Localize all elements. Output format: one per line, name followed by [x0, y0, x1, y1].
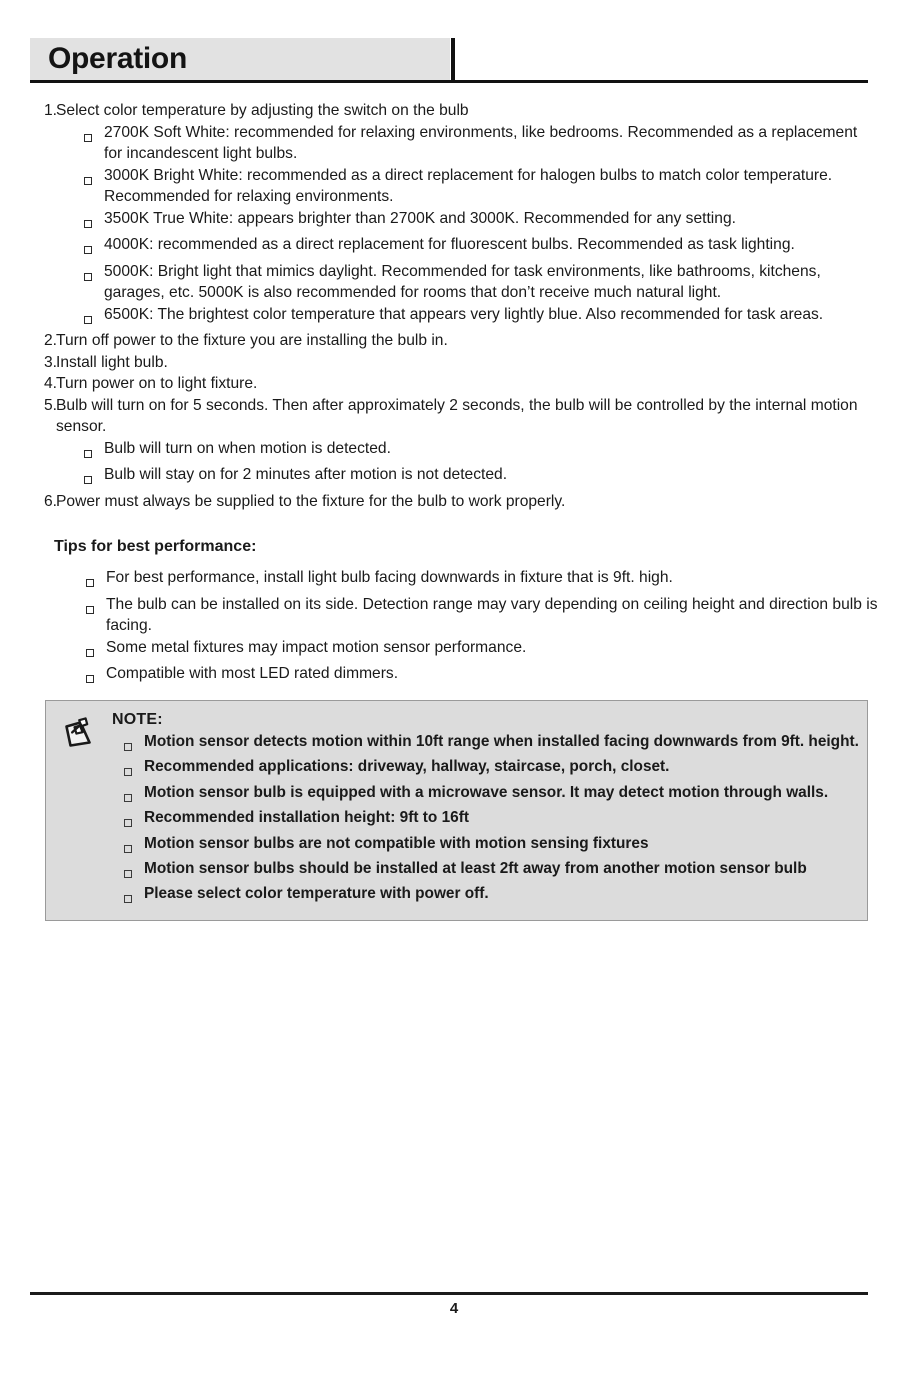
square-bullet-icon — [124, 757, 144, 782]
square-bullet-icon — [86, 637, 106, 664]
step-text: Turn power on to light fixture. — [56, 375, 258, 392]
header-vertical-bar — [451, 38, 455, 81]
square-bullet-icon — [124, 884, 144, 909]
instruction-step — [30, 100, 878, 122]
step-text: Power must always be supplied to the fixture for the bulb to work properly. — [56, 492, 566, 510]
step-number: 2. — [44, 332, 58, 349]
list-item — [30, 663, 878, 690]
step-text: Install light bulb. — [56, 353, 168, 371]
page-number: 4 — [449, 1300, 459, 1317]
step-number: 4. — [44, 375, 58, 392]
square-bullet-icon — [84, 261, 104, 288]
list-item-label: Recommended installation height: 9ft to 16ft — [144, 809, 469, 827]
list-item-label: 4000K: recommended as a direct replacement for fluorescent bulbs. Recommended as task lighting. — [104, 236, 795, 253]
step-number: 5. — [44, 396, 58, 414]
list-item-label: Please select color temperature with power off. — [144, 885, 489, 903]
instruction-step — [30, 352, 878, 374]
instruction-step — [30, 373, 878, 395]
square-bullet-icon — [124, 732, 144, 757]
list-item — [30, 438, 878, 465]
page-title: Operation — [48, 42, 187, 75]
step-text: Turn off power to the fixture you are installing the bulb in. — [56, 332, 448, 349]
square-bullet-icon — [86, 663, 106, 690]
list-item — [30, 261, 878, 304]
instruction-step — [30, 330, 878, 352]
step-sub-list — [30, 122, 878, 331]
list-item — [30, 208, 878, 235]
list-item — [112, 757, 859, 782]
square-bullet-icon — [84, 438, 104, 465]
list-item — [112, 808, 859, 833]
list-item-label: For best performance, install light bulb facing downwards in fixture that is 9ft. high. — [106, 569, 673, 586]
step-number: 3. — [44, 353, 58, 371]
list-item — [112, 859, 859, 884]
square-bullet-icon — [84, 122, 104, 149]
square-bullet-icon — [124, 834, 144, 859]
list-item-label: Some metal fixtures may impact motion sensor performance. — [106, 638, 527, 656]
tips-heading: Tips for best performance: — [54, 538, 257, 555]
list-item — [112, 834, 859, 859]
list-item-label: 2700K Soft White: recommended for relaxing environments, like bedrooms. Recommended as a replacement for incandescent light bulbs. — [104, 123, 858, 162]
square-bullet-icon — [84, 165, 104, 192]
list-item — [112, 783, 859, 808]
note-callout — [45, 700, 868, 921]
square-bullet-icon — [86, 594, 106, 621]
operation-instructions — [30, 100, 878, 690]
note-pin-icon — [54, 710, 112, 910]
list-item-label: Motion sensor bulb is equipped with a microwave sensor. It may detect motion through walls. — [144, 783, 829, 801]
header-horizontal-rule — [30, 80, 868, 83]
step-text: Select color temperature by adjusting the switch on the bulb — [56, 102, 469, 119]
list-item-label: Compatible with most LED rated dimmers. — [106, 665, 399, 682]
list-item-label: 3000K Bright White: recommended as a direct replacement for halogen bulbs to match color temperature. Recommended for relaxing environments. — [104, 166, 833, 205]
list-item-label: Motion sensor bulbs should be installed at least 2ft away from another motion sensor bulb — [144, 860, 807, 878]
footer-rule — [30, 1292, 868, 1295]
list-item-label: The bulb can be installed on its side. Detection range may vary depending on ceiling height and direction bulb is facing. — [106, 595, 878, 634]
square-bullet-icon — [86, 567, 106, 594]
list-item-label: Bulb will turn on when motion is detected. — [104, 439, 391, 457]
list-item — [30, 165, 878, 208]
list-item — [30, 594, 878, 637]
list-item-label: 6500K: The brightest color temperature that appears very lightly blue. Also recommended for task areas. — [104, 305, 824, 323]
step-number: 1. — [44, 102, 58, 119]
section-header — [30, 38, 868, 82]
square-bullet-icon — [84, 464, 104, 491]
list-item-label: Motion sensor detects motion within 10ft range when installed facing downwards from 9ft. height. — [144, 733, 859, 750]
list-item — [30, 304, 878, 331]
list-item — [30, 567, 878, 594]
note-title: NOTE: — [112, 711, 163, 728]
square-bullet-icon — [124, 783, 144, 808]
list-item-label: 3500K True White: appears brighter than 2700K and 3000K. Recommended for any setting. — [104, 209, 736, 227]
square-bullet-icon — [124, 859, 144, 884]
square-bullet-icon — [124, 808, 144, 833]
list-item-label: 5000K: Bright light that mimics daylight. Recommended for task environments, like bathrooms, kitchens, garages, etc. 5000K is also recommended for rooms that don’t receive much natural light. — [104, 262, 821, 301]
list-item-label: Recommended applications: driveway, hallway, staircase, porch, closet. — [144, 758, 670, 776]
instruction-step — [30, 491, 878, 513]
list-item — [112, 732, 859, 757]
list-item — [30, 637, 878, 664]
tips-list — [30, 567, 878, 690]
square-bullet-icon — [84, 234, 104, 261]
list-item — [112, 884, 859, 909]
step-sub-list — [30, 438, 878, 491]
instruction-step — [30, 395, 878, 438]
list-item-label: Motion sensor bulbs are not compatible with motion sensing fixtures — [144, 834, 649, 852]
step-text: Bulb will turn on for 5 seconds. Then after approximately 2 seconds, the bulb will be controlled by the internal motion sensor. — [56, 396, 858, 435]
list-item — [30, 464, 878, 491]
list-item — [30, 234, 878, 261]
square-bullet-icon — [84, 208, 104, 235]
square-bullet-icon — [84, 304, 104, 331]
list-item-label: Bulb will stay on for 2 minutes after motion is not detected. — [104, 466, 508, 483]
step-number: 6. — [44, 492, 58, 510]
list-item — [30, 122, 878, 165]
